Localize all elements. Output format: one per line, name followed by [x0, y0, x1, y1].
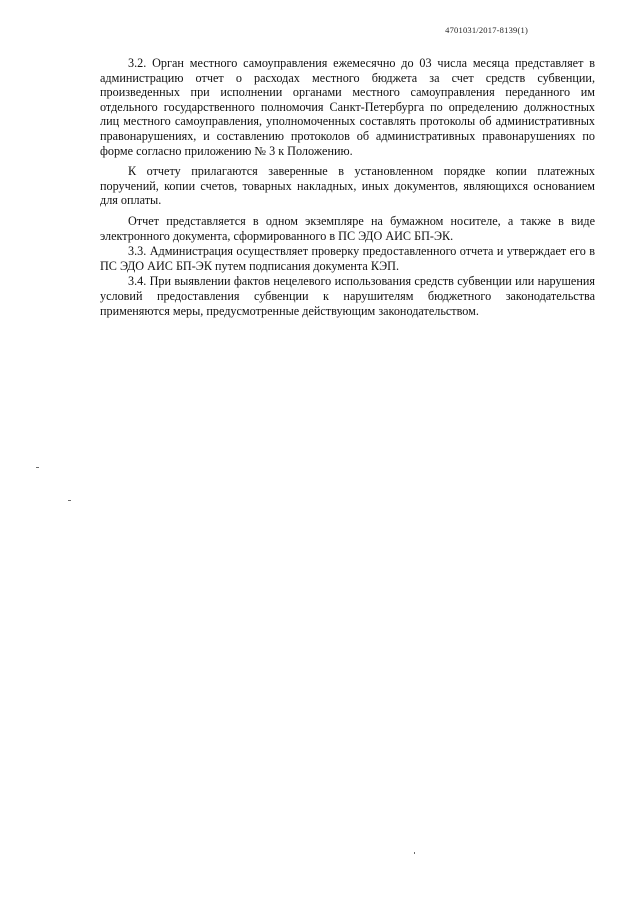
- paragraph-3-3: 3.3. Администрация осуществляет проверку предоставленного отчета и утверждает его в ПС ЭДО АИС БП-ЭК путем подписания документа КЭП.: [100, 244, 595, 273]
- document-body: [100, 56, 595, 318]
- document-number: 4701031/2017-8139(1): [445, 25, 528, 35]
- paragraph-report-format: Отчет представляется в одном экземпляре на бумажном носителе, а также в виде электронного документа, сформированного в ПС ЭДО АИС БП-ЭК.: [100, 213, 595, 243]
- paragraph-report-attachments: К отчету прилагаются заверенные в установленном порядке копии платежных поручений, копии счетов, товарных накладных, иных документов, являющихся основанием для оплаты.: [100, 164, 595, 208]
- paragraph-3-2: 3.2. Орган местного самоуправления ежемесячно до 03 числа месяца представляет в администрацию отчет о расходах местного бюджета за счет средств субвенции, произведенных при исполнении органами местного самоуправления переданного им отдельного государственного полномочия Санкт-Петербурга по определению должностных лиц местного самоуправления, уполномоченных составлять протоколы об административных правонарушениях, и составлению протоколов об административных правонарушениях по форме согласно приложению № 3 к Положению.: [100, 56, 595, 158]
- scan-speck: [68, 500, 71, 501]
- scan-speck: [36, 467, 39, 468]
- scan-speck: [414, 852, 415, 854]
- paragraph-3-4: 3.4. При выявлении фактов нецелевого использования средств субвенции или нарушения условий предоставления субвенции к нарушителям бюджетного законодательства применяются меры, предусмотренные действующим законодательством.: [100, 274, 595, 318]
